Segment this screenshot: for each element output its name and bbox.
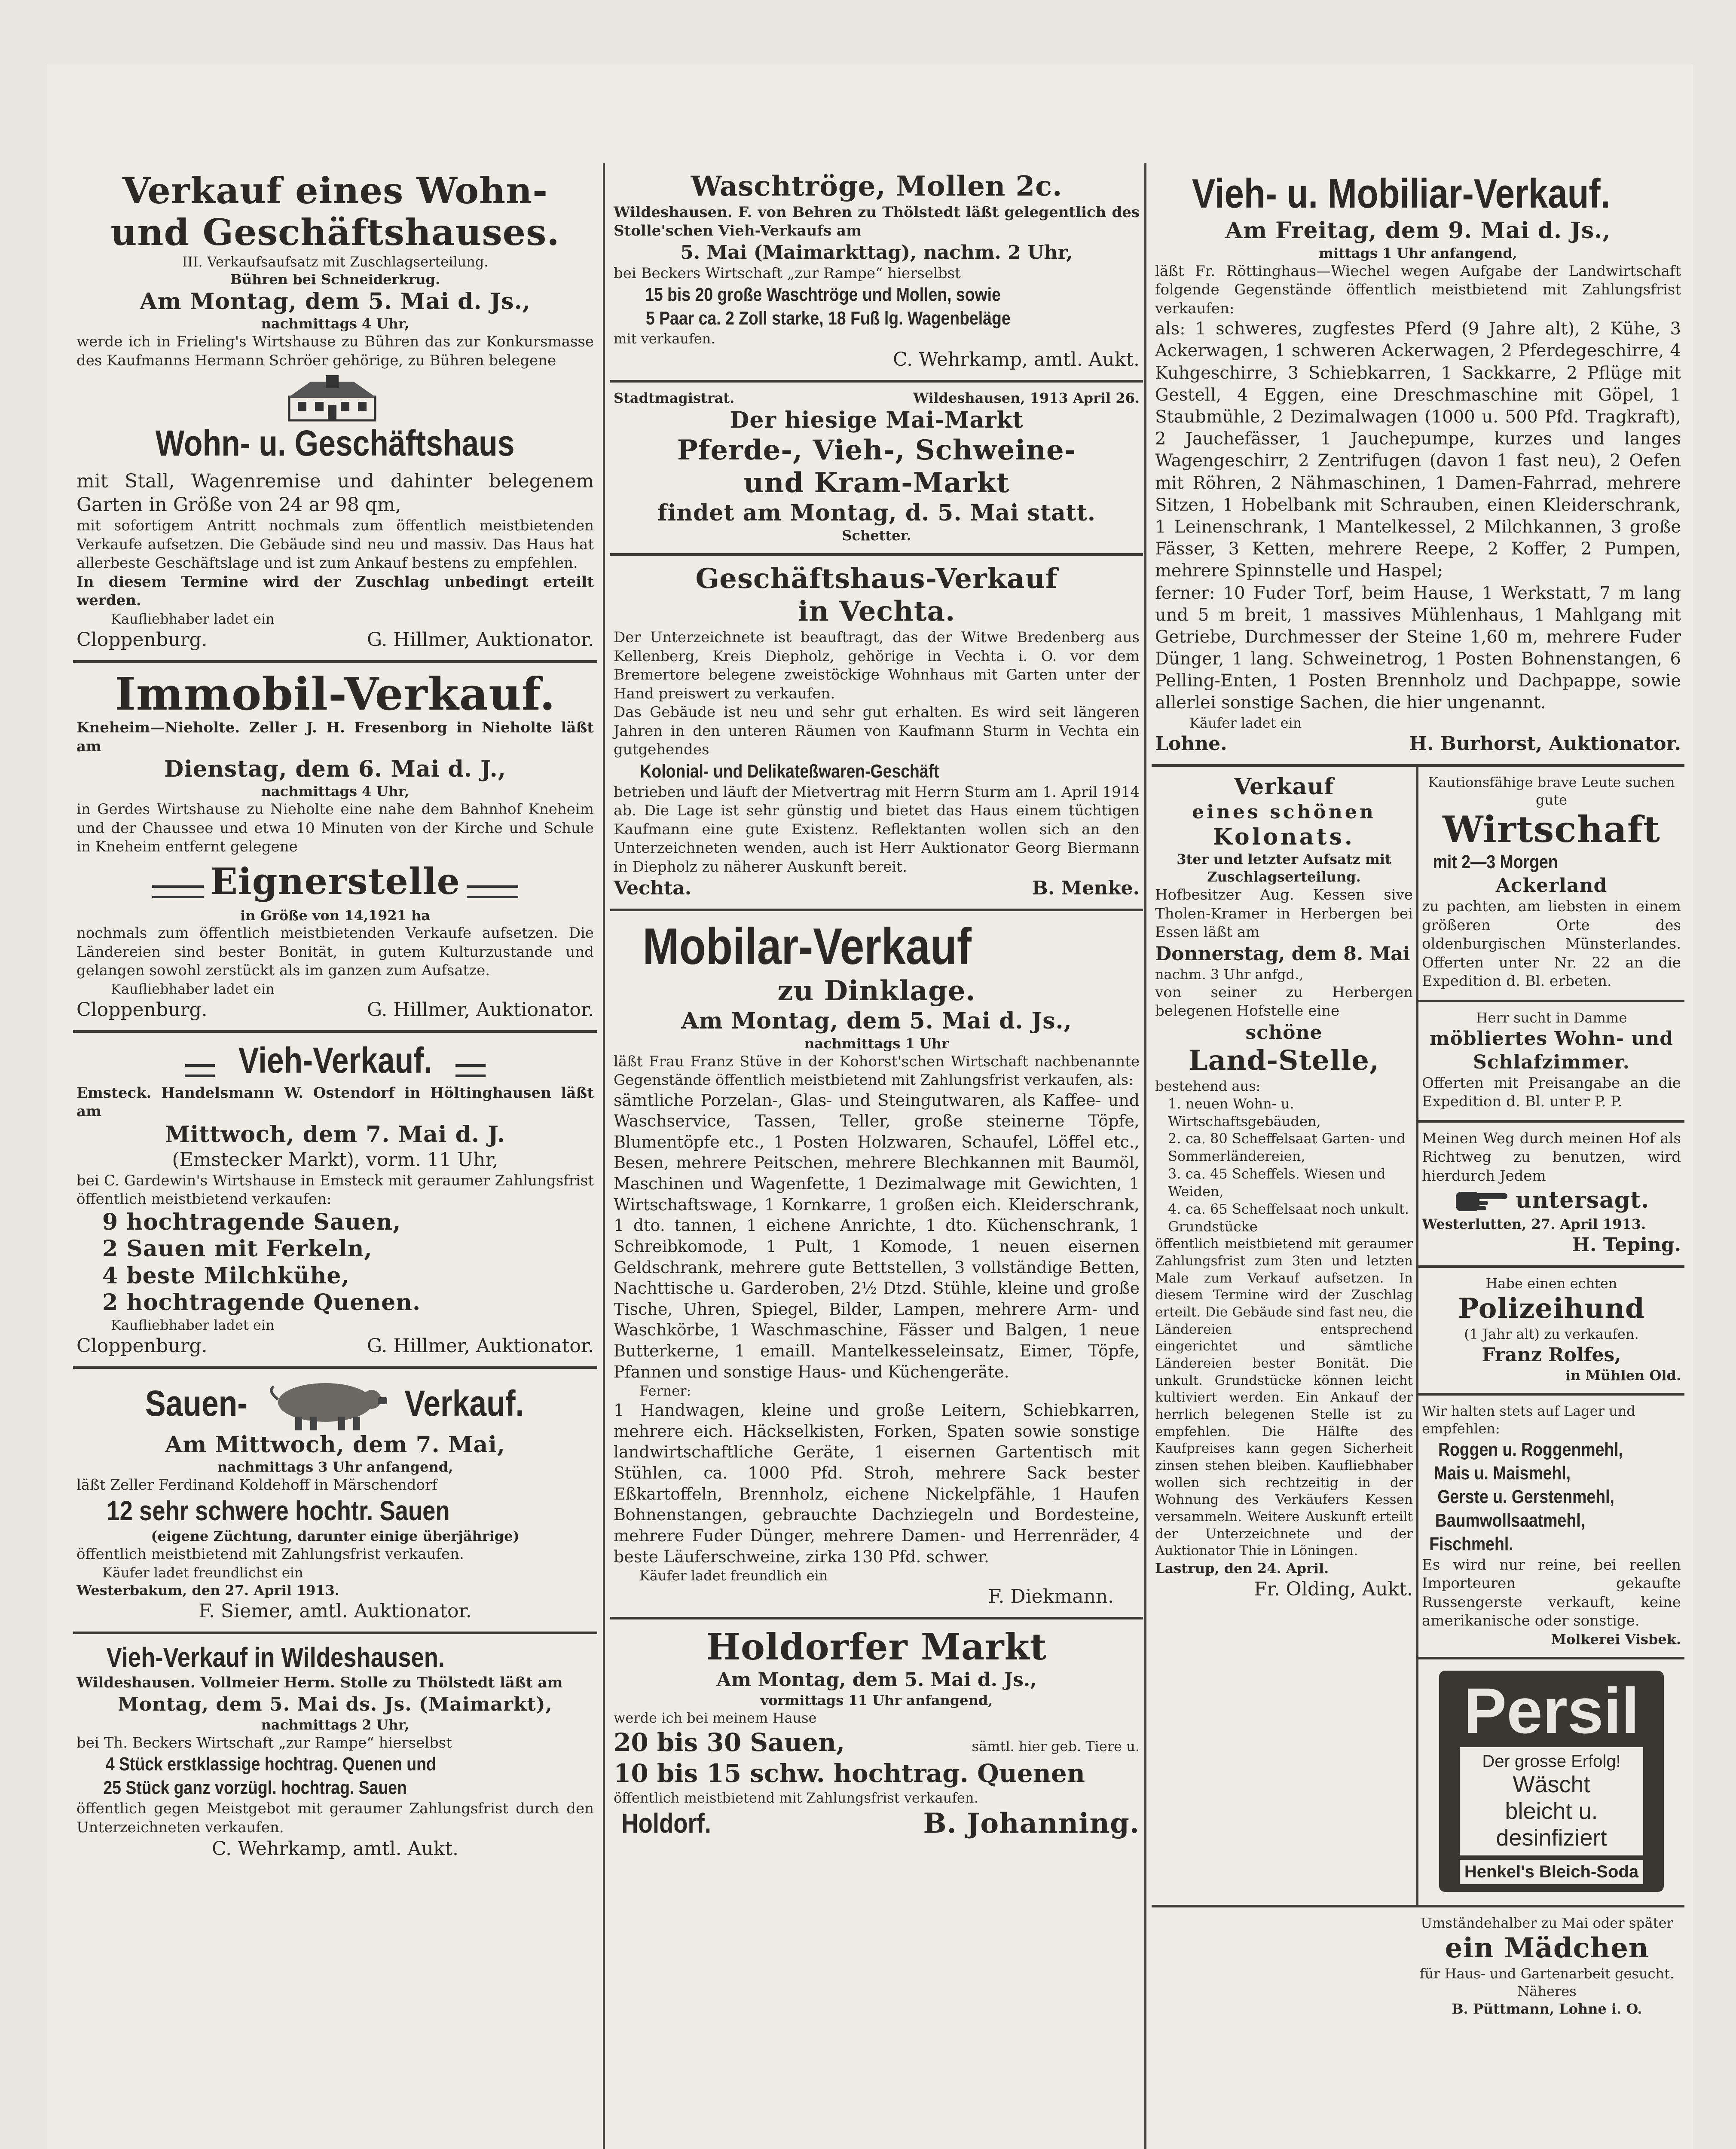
ad-zimmer-gesucht <box>1418 1002 1684 1123</box>
ad-line: 10 bis 15 schw. hochtrag. Quenen <box>614 1759 1085 1788</box>
ad-place: in Mühlen Old. <box>1565 1367 1681 1384</box>
ad-item: 2 hochtragende Quenen. <box>102 1289 421 1316</box>
ad-item: 2 Sauen mit Ferkeln, <box>102 1236 373 1262</box>
ad-body: Wildeshausen. Vollmeier Herm. Stolle zu Thölstedt läßt am <box>76 1674 563 1692</box>
ad-immobil-verkauf <box>73 663 597 1033</box>
ad-title-2: in Vechta. <box>798 595 956 628</box>
ad-body: Es wird nur reine, bei reellen Importeuren gekaufte Russengerste verkauft, keine amerikanische oder sonstige. <box>1422 1556 1681 1630</box>
ad-sign: Fr. Olding, Aukt. <box>1253 1578 1413 1600</box>
ad-wirtschaft-gesucht <box>1418 767 1684 1002</box>
ad-body: werde ich bei meinem Hause <box>614 1709 817 1726</box>
ad-sign-right: B. Johanning. <box>923 1807 1140 1840</box>
ad-body: läßt Fr. Röttinghaus—Wiechel wegen Aufgabe der Landwirtschaft folgende Gegenstände öffentlich meistbietend mit Zahlungsfrist verkaufen: <box>1155 262 1681 317</box>
ad-object: Eignerstelle <box>210 860 461 903</box>
ad-time: nachmittags 2 Uhr, <box>261 1716 410 1733</box>
ad-title-2: mit 2—3 Morgen <box>1433 851 1558 873</box>
ad-body: läßt Zeller Ferdinand Koldehoff in Märschendorf <box>76 1476 437 1494</box>
ad-date: Dienstag, dem 6. Mai d. J., <box>164 756 506 783</box>
ad-list: als: 1 schweres, zugfestes Pferd (9 Jahre alt), 2 Kühe, 3 Ackerwagen, 1 schweren Ackerwagen, 2 Pferdegeschirre, 4 Kuhgeschirre, 3 Schiebkarren, 1 Sackkarre, 2 Pflüge mit Gestell, 4 Eggen, eine Dreschmaschine mit Göpel, 1 Staubmühle, 2 Dezimalwagen (1000 u. 500 Pfd. Tragkraft), 2 Jauchefässer, 1 Jauchepumpe, kurzes und langes Wagengeschirr, 2 Zentrifugen (davon 1 fast neu), 2 Oefen mit Röhren, 2 Nähmaschinen, 1 Damen-Fahrrad, mehrere Sitzen, 1 Hobelbank mit Schrauben, einen Kleiderschrank, 1 Leinenschrank, 1 Mantelkessel, 2 Milchkannen, 3 große Fässer, 3 Ketten, mehrere Reepe, 2 Koffer, 2 Pumpen, mehrere Spinnstelle und Haspel; <box>1155 319 1681 581</box>
ad-place: Westerbakum, den 27. April 1913. <box>76 1582 340 1598</box>
ad-sign: F. Diekmann. <box>988 1586 1114 1608</box>
ad-title: Geschäftshaus-Verkauf <box>695 562 1058 595</box>
house-icon <box>285 375 379 422</box>
ad-body: (1 Jahr alt) zu verkaufen. <box>1464 1326 1639 1342</box>
ad-body-3: nochmals zum öffentlich meistbietenden Verkaufe aufsetzen. Die Ländereien sind bester Bonität, in gutem Kulturzustande und gelangen sowohl zerstückt als im ganzen zum Aufsatze. <box>76 924 594 980</box>
ad-sign: Schetter. <box>842 527 911 544</box>
ad-invite: Käufer ladet freundlichst ein <box>102 1564 303 1581</box>
ad-date: findet am Montag, d. 5. Mai statt. <box>657 500 1096 527</box>
ad-sign-right: H. Burhorst, Auktionator. <box>1409 732 1681 755</box>
ad-head: Wir halten stets auf Lager und empfehlen: <box>1422 1402 1635 1437</box>
ad-title-3: und Kram-Markt <box>743 467 1010 499</box>
ad-title-left: Sauen- <box>145 1383 248 1424</box>
ad-date: Am Montag, dem 5. Mai d. Js., <box>140 288 531 315</box>
ad-body: Der Unterzeichnete ist beauftragt, das der Witwe Bredenberg aus Kellenberg, Kreis Diepholz, gehörige in Vechta i. O. vor dem Bremertore belegene zweistöckige Wohnhaus mit Garten unter der Hand preiswert zu verkaufen. <box>614 629 1140 702</box>
ad-body: läßt Frau Franz Stüve in der Kohorst'schen Wirtschaft nachbenannte Gegenstände öffentlich meistbietend mit Zahlungsfrist verkaufen, als: <box>614 1053 1140 1089</box>
ad-body-2: bei Beckers Wirtschaft „zur Rampe“ hierselbst <box>614 264 961 282</box>
ad-sign: C. Wehrkamp, amtl. Aukt. <box>212 1838 458 1860</box>
ad-head-right: Wildeshausen, 1913 April 26. <box>913 390 1140 407</box>
ad-time: nachmittags 3 Uhr anfangend, <box>217 1458 453 1475</box>
ad-date: Donnerstag, dem 8. Mai <box>1155 943 1410 965</box>
ad-body-3: öffentlich gegen Meistgebot mit geraumer Zahlungsfrist durch den Unterzeichneten verkaufen. <box>76 1800 594 1836</box>
ad-item: 9 hochtragende Sauen, <box>102 1209 401 1235</box>
ad-body-2: mit Stall, Wagenremise und dahinter belegenem Garten in Größe von 24 ar 98 qm, <box>76 470 594 516</box>
ad-date: Mittwoch, dem 7. Mai d. J. <box>165 1121 505 1148</box>
ad-body: für Haus- und Gartenarbeit gesucht. Näheres <box>1419 1965 1675 1999</box>
ad-sign-left: Cloppenburg. <box>76 628 208 651</box>
ad-line-note: sämtl. hier geb. Tiere u. <box>972 1738 1140 1754</box>
ad-holdorfer-markt <box>610 1619 1143 1849</box>
ad-sub: 3ter und letzter Aufsatz mit Zuschlagserteilung. <box>1177 851 1391 885</box>
ad-item: Baumwollsaatmehl, <box>1435 1509 1585 1531</box>
ad-body-3: bestehend aus: <box>1155 1078 1261 1094</box>
newspaper-page <box>47 64 1693 2149</box>
ad-title-2: zu Dinklage. <box>777 975 976 1007</box>
ad-item: 4. ca. 65 Scheffelsaat noch unkult. Grundstücke <box>1168 1201 1409 1235</box>
ad-title: möbliertes Wohn- und Schlafzimmer. <box>1429 1027 1674 1073</box>
ad-body: Kneheim—Nieholte. Zeller J. H. Fresenborg in Nieholte läßt am <box>76 719 594 755</box>
ad-place: Westerlutten, 27. April 1913. <box>1422 1216 1646 1233</box>
ad-title-2: Pferde-, Vieh-, Schweine- <box>677 434 1076 466</box>
ad-list: sämtliche Porzelan-, Glas- und Steingutwaren, als Kaffee- und Waschservice, Tassen, Teller, große steinerne Töpfe, Blumentöpfe etc., 1 Posten Holzwaren, Schaufel, Löffel etc., Besen, mehrere Peitschen, mehrere Blechkannen mit Baumöl, Maschinen und Wagenfette, 1 Dezimalwage mit Gewichten, 1 Wirtschaftswage, 1 Kornkarre, 1 großen eich. Kleiderschrank, 1 dto. tannen, 1 eichene Anrichte, 1 dto. Küchenschrank, 1 Schreibkomode, 1 Pult, 1 Komode, 1 neuen eisernen Geldschrank, mehrere gute Bettstellen, 3 vollständige Betten, Nachttische u. Garderoben, 2½ Dtzd. Stühle, kleine und große Tische, Uhren, Spiegel, Bilder, Lampen, mehrere Arm- und Waschkörbe, 1 Waschmaschine, Fässer und Balgen, 1 neue Butterkerne, 1 emaill. Mantelkesseleinsatz, Eimer, Töpfe, Pfannen und sonstige Haus- und Küchengeräte. <box>614 1090 1140 1381</box>
ad-sign: Franz Rolfes, <box>1482 1344 1621 1366</box>
ad-subtitle: III. Verkaufsaufsatz mit Zuschlagserteilung. <box>182 254 489 270</box>
ad-ferner: Ferner: <box>639 1383 691 1399</box>
pig-icon <box>261 1376 390 1432</box>
ad-line: 5 Paar ca. 2 Zoll starke, 18 Fuß lg. Wagenbeläge <box>645 308 1011 329</box>
ad-title-2: eines schönen <box>1192 801 1376 823</box>
ad-object: 12 sehr schwere hochtr. Sauen <box>107 1495 450 1527</box>
ad-sign-left: Holdorf. <box>621 1807 711 1839</box>
ad-body-2: öffentlich meistbietend mit Zahlungsfrist verkaufen. <box>614 1789 978 1806</box>
ad-title: Mobilar-Verkauf <box>642 918 972 976</box>
ad-kolonat-verkauf <box>1152 767 1418 1905</box>
ad-note: In diesem Termine wird der Zuschlag unbedingt erteilt werden. <box>76 573 594 609</box>
ad-place: Lastrup, den 24. April. <box>1155 1560 1329 1577</box>
ad-body: Offerten mit Preisangabe an die Expedition d. Bl. unter P. P. <box>1422 1074 1681 1111</box>
decorative-rule-icon <box>152 885 204 898</box>
ad-date: Am Montag, dem 5. Mai d. Js., <box>681 1008 1072 1035</box>
ad-head: Habe einen echten <box>1485 1275 1617 1292</box>
ad-size: in Größe von 14,1921 ha <box>240 907 431 924</box>
ad-line: 4 Stück erstklassige hochtrag. Quenen und <box>105 1754 436 1775</box>
ad-body: Emsteck. Handelsmann W. Ostendorf in Höltinghausen läßt am <box>76 1084 594 1120</box>
ad-sign-right: G. Hillmer, Auktionator. <box>367 628 594 651</box>
ad-item: 1. neuen Wohn- u. Wirtschaftsgebäuden, <box>1168 1095 1321 1130</box>
ad-body-4: öffentlich meistbietend mit geraumer Zahlungsfrist zum 3ten und letzten Male zum Verkauf aufsetzen. In diesem Termine wird der Zuschlag erteilt. Die Gebäude sind fast neu, die Ländereien entsprechend eingerichtet und sämtliche Ländereien bester Bonität. Die unkult. Grundstücke können leicht kultiviert werden. Ein Ankauf der herrlich belegenen Stelle ist zu empfehlen. Die Hälfte des Kaufpreises kann gegen Sicherheit zinsen stehen bleiben. Kaufliebhaber wollen sich rechtzeitig in der Wohnung des Verkäufers Kessen versammeln. Weitere Auskunft erteilt der Unterzeichnete und der Auktionator Thie in Löningen. <box>1155 1236 1413 1559</box>
column-1 <box>73 163 597 2149</box>
ad-sign-left: Cloppenburg. <box>76 998 208 1021</box>
ad-wohn-geschaeftshaus <box>73 163 597 663</box>
ad-title-3: Kolonats. <box>1213 824 1355 850</box>
ad-date: Am Freitag, dem 9. Mai d. Js., <box>1225 217 1611 244</box>
ad-time: (Emstecker Markt), vorm. 11 Uhr, <box>172 1148 498 1171</box>
persil-line: Wäscht <box>1513 1771 1590 1797</box>
ad-sub: (eigene Züchtung, darunter einige überjährige) <box>151 1528 520 1545</box>
ad-sign: B. Püttmann, Lohne i. O. <box>1452 2000 1642 2017</box>
ad-maedchen-gesucht <box>1409 1907 1684 2027</box>
ad-title: Verkauf <box>1234 773 1334 800</box>
ad-body: Hofbesitzer Aug. Kessen sive Tholen-Kramer in Herbergen bei Essen läßt am <box>1155 886 1413 941</box>
ad-item: Mais u. Maismehl, <box>1434 1462 1571 1484</box>
ad-persil <box>1418 1659 1684 1905</box>
pointing-hand-icon <box>1454 1185 1510 1215</box>
ad-waschtroege <box>610 163 1143 383</box>
ad-item: Fischmehl. <box>1429 1533 1513 1555</box>
ad-time: mittags 1 Uhr anfangend, <box>1319 245 1517 261</box>
ad-object: Kolonial- und Delikateßwaren-Geschäft <box>640 760 939 782</box>
ad-invite: Kaufliebhaber ladet ein <box>111 981 275 997</box>
ad-time: nachmittags 4 Uhr, <box>261 783 410 800</box>
ad-body-3: mit sofortigem Antritt nochmals zum öffentlich meistbietenden Verkaufe aufsetzen. Die Gebäude sind neu und massiv. Das Haus hat allerbeste Geschäftslage und ist zum Ankauf bestens zu empfehlen. <box>76 517 594 572</box>
ad-title: untersagt. <box>1515 1187 1650 1214</box>
ad-list-2: 1 Handwagen, kleine und große Leitern, Schiebkarren, mehrere eich. Häckselkisten, Forken, Spaten sowie sonstige landwirtschaftliche Geräte, 1 eisernen Gartentisch mit Stühlen, ca. 1000 Pfd. Stroh, mehrere Sack bester Eßkartoffeln, Brennholz, eichene Nickelpfähle, 1 Haufen Bohnenstangen, gebrauchte Dachziegeln und Bordesteine, mehrere Fuder Dünger, mehrere Damen- und Herrenräder, 4 beste Läuferschweine, zirka 130 Pfd. schwer. <box>614 1401 1140 1566</box>
ad-mai-markt <box>610 383 1143 555</box>
decorative-rule-icon <box>455 1064 486 1077</box>
ad-item: Gerste u. Gerstenmehl, <box>1437 1486 1614 1507</box>
ad-sign-left: Cloppenburg. <box>76 1335 208 1357</box>
ad-head: Kautionsfähige brave Leute suchen gute <box>1428 774 1675 808</box>
ad-molkerei-visbek <box>1418 1396 1684 1659</box>
ad-line: 20 bis 30 Sauen, <box>614 1727 845 1757</box>
ad-time: nachm. 3 Uhr anfgd., <box>1155 966 1304 983</box>
ad-sign: H. Teping. <box>1572 1234 1681 1256</box>
ad-item: Roggen u. Roggenmehl, <box>1438 1439 1623 1460</box>
ad-invite: Käufer ladet freundlich ein <box>639 1567 828 1584</box>
ad-object: Wohn- u. Geschäftshaus <box>156 423 515 464</box>
ad-line: 15 bis 20 große Waschtröge und Mollen, sowie <box>645 284 1001 306</box>
ad-sign: Molkerei Visbek. <box>1551 1631 1681 1647</box>
persil-line: Der grosse Erfolg! <box>1482 1751 1621 1771</box>
ad-title: Waschtröge, Mollen 2c. <box>691 170 1063 202</box>
ad-sign-left: Lohne. <box>1155 732 1227 755</box>
ad-time: nachmittags 4 Uhr, <box>261 315 410 332</box>
ad-geschaeftshaus-vechta <box>610 556 1143 912</box>
ad-object-a: schöne <box>1245 1021 1323 1044</box>
ad-sign-right: B. Menke. <box>1032 877 1140 900</box>
decorative-rule-icon <box>185 1064 215 1077</box>
ad-title: Holdorfer Markt <box>706 1626 1047 1668</box>
ad-title: Vieh-Verkauf. <box>238 1040 432 1081</box>
ad-location: Bühren bei Schneiderkrug. <box>230 271 440 288</box>
ad-vieh-verkauf-wildeshausen <box>73 1634 597 1870</box>
ad-sauen-verkauf <box>73 1369 597 1634</box>
ad-date: 5. Mai (Maimarkttag), nachm. 2 Uhr, <box>680 241 1073 263</box>
decorative-rule-icon <box>467 885 518 898</box>
ad-item: 3. ca. 45 Scheffels. Wiesen und Weiden, <box>1168 1166 1386 1200</box>
ad-body-3: betrieben und läuft der Mietvertrag mit Herrn Sturm am 1. April 1914 ab. Die Lage ist sehr günstig und bietet das Haus einem tüchtigen Kaufmann eine gute Existenz. Reflektanten wollen sich an den Unterzeichneten wenden, auch ist Herr Auktionator Georg Biermann in Diepholz zu näherer Auskunft bereit. <box>614 783 1140 876</box>
ad-item: 4 beste Milchkühe, <box>102 1262 350 1289</box>
ad-time: vormittags 11 Uhr anfangend, <box>760 1692 993 1708</box>
ad-invite: Käufer ladet ein <box>1189 714 1302 731</box>
ad-body-2: von seiner zu Herbergen belegenen Hofstelle eine <box>1155 983 1413 1020</box>
ad-invite: Kaufliebhaber ladet ein <box>111 1316 275 1333</box>
persil-line: desinfiziert <box>1496 1825 1607 1851</box>
ad-date: Am Montag, dem 5. Mai d. Js., <box>716 1668 1037 1691</box>
ad-date: Am Mittwoch, dem 7. Mai, <box>165 1431 505 1458</box>
persil-wordmark: Persil <box>1464 1674 1639 1747</box>
ad-head: Umständehalber zu Mai oder später <box>1421 1915 1673 1932</box>
ad-sign-right: G. Hillmer, Auktionator. <box>367 1335 594 1357</box>
ad-body-2: bei C. Gardewin's Wirtshause in Emsteck mit geraumer Zahlungsfrist öffentlich meistbietend verkaufen: <box>76 1172 594 1208</box>
persil-line: bleicht u. <box>1505 1798 1598 1824</box>
ad-body-2: in Gerdes Wirtshause zu Nieholte eine nahe dem Bahnhof Kneheim und der Chaussee und etwa 10 Minuten von der Kirche und Schule in Kneheim entfernt gelegene <box>76 801 594 856</box>
ad-title: Der hiesige Mai-Markt <box>730 407 1024 434</box>
ad-item: 2. ca. 80 Scheffelsaat Garten- und Sommerländereien, <box>1168 1130 1406 1165</box>
ad-body: werde ich in Frieling's Wirtshause zu Bühren das zur Konkursmasse des Kaufmanns Hermann Schröer gehörige, zu Bühren belegene <box>76 333 594 369</box>
ad-body: Wildeshausen. F. von Behren zu Thölstedt läßt gelegentlich des Stolle'schen Vieh-Verkaufs am <box>614 203 1140 240</box>
ad-head-left: Stadtmagistrat. <box>614 390 735 407</box>
ad-sign: C. Wehrkamp, amtl. Aukt. <box>893 349 1140 371</box>
ad-body-2: öffentlich meistbietend mit Zahlungsfrist verkaufen. <box>76 1546 464 1563</box>
persil-bar: Henkel's Bleich-Soda <box>1460 1860 1643 1884</box>
ad-line: 25 Stück ganz vorzügl. hochtrag. Sauen <box>103 1777 407 1799</box>
ad-vieh-verkauf-emsteck <box>73 1033 597 1369</box>
ad-body-2: Das Gebäude ist neu und sehr gut erhalten. Es wird seit längeren Jahren in den unteren Räumen von Kaufmann Sturm in Vechta ein gutgehendes <box>614 704 1140 759</box>
ad-head: Herr sucht in Damme <box>1476 1009 1627 1026</box>
ad-list-2: ferner: 10 Fuder Torf, beim Hause, 1 Werkstatt, 7 m lang und 5 m breit, 1 massives Mühlenhaus, 1 Mahlgang mit Getriebe, Durchmesser der Steine 1,60 m, mehrere Fuder Dünger, 1 lang. Schweinetrog, 1 Posten Bohnenstangen, 6 Pelling-Enten, 1 Posten Brennholz und Dachpappe, sowie allerlei sonstige Sachen, die hier ungenannt. <box>1155 583 1681 713</box>
ad-title-3: Ackerland <box>1495 875 1608 897</box>
persil-logo <box>1439 1671 1664 1892</box>
ad-title: ein Mädchen <box>1445 1932 1649 1964</box>
column-rule <box>1144 163 1146 2149</box>
ad-sign-right: G. Hillmer, Auktionator. <box>367 998 594 1021</box>
ad-title: Polizeihund <box>1458 1292 1645 1325</box>
ad-sign: F. Siemer, amtl. Auktionator. <box>199 1600 472 1622</box>
ad-vieh-mobiliar-verkauf <box>1152 163 1684 767</box>
ad-weg-untersagt <box>1418 1123 1684 1268</box>
ad-polizeihund <box>1418 1268 1684 1396</box>
column-3 <box>1152 163 1684 2149</box>
ad-body-2: bei Th. Beckers Wirtschaft „zur Rampe“ hierselbst <box>76 1734 452 1751</box>
ad-invite: Kaufliebhaber ladet ein <box>111 610 275 627</box>
ad-object-b: Land-Stelle, <box>1188 1044 1380 1077</box>
ad-title: Immobil-Verkauf. <box>115 667 556 720</box>
ad-body: zu pachten, am liebsten in einem größeren Orte des oldenburgischen Münsterlandes. Offerten unter Nr. 22 an die Expedition d. Bl. erbeten. <box>1422 898 1681 990</box>
ad-body: Meinen Weg durch meinen Hof als Richtweg zu benutzen, wird hierdurch Jedem <box>1422 1130 1681 1185</box>
ad-mobilar-verkauf <box>610 911 1143 1619</box>
column-2 <box>610 163 1143 2149</box>
ad-time: nachmittags 1 Uhr <box>804 1035 949 1052</box>
ad-sign-left: Vechta. <box>614 877 692 900</box>
ad-body-3: mit verkaufen. <box>614 331 715 347</box>
ad-date: Montag, dem 5. Mai ds. Js. (Maimarkt), <box>118 1693 553 1715</box>
ad-title: Verkauf eines Wohn- und Geschäftshauses. <box>110 169 560 254</box>
ad-title: Vieh-Verkauf in Wildeshausen. <box>106 1641 445 1673</box>
ad-title-right: Verkauf. <box>404 1383 524 1424</box>
column-rule <box>603 163 605 2149</box>
ad-title: Vieh- u. Mobiliar-Verkauf. <box>1192 171 1611 217</box>
ad-title: Wirtschaft <box>1443 808 1660 851</box>
